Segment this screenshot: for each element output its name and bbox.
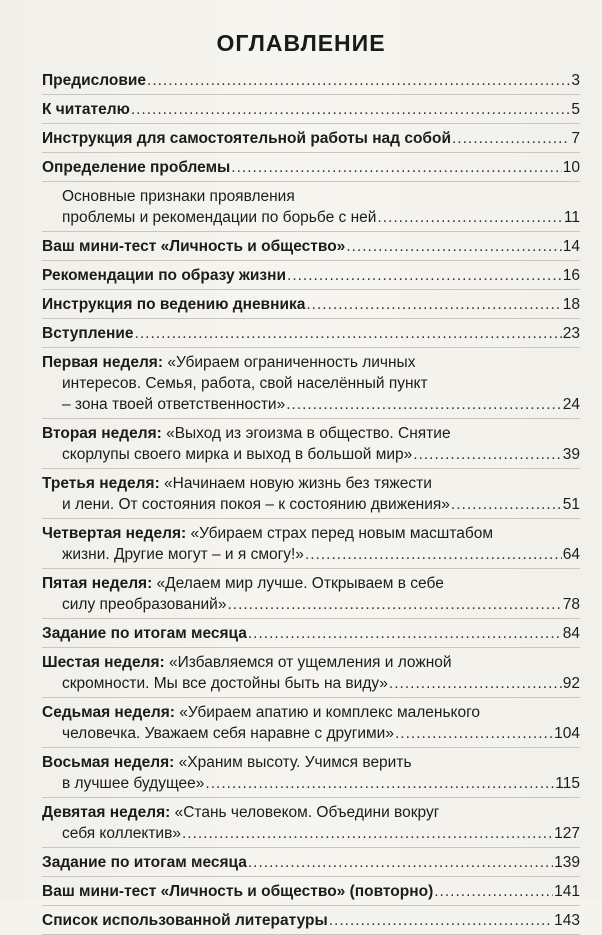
toc-entry-problem-definition[interactable] bbox=[42, 153, 580, 182]
toc-page-number: 7 bbox=[571, 130, 580, 147]
toc-entry-title-line2: в лучшее будущее» bbox=[62, 775, 205, 792]
page-title: ОГЛАВЛЕНИЕ bbox=[216, 30, 386, 56]
toc-page-number: 5 bbox=[571, 101, 580, 118]
toc-entry-title: «Храним высоту. Учимся верить bbox=[174, 754, 412, 771]
toc-entry-week-3[interactable] bbox=[42, 469, 580, 519]
toc-page-number: 139 bbox=[554, 854, 580, 871]
toc-entry-title: Задание по итогам месяца bbox=[42, 854, 247, 871]
toc-page-number: 104 bbox=[554, 725, 580, 742]
toc-entry-introduction[interactable] bbox=[42, 319, 580, 348]
toc-entry-lead: Третья неделя: bbox=[42, 475, 160, 492]
toc-entry-title: «Убираем страх перед новым масштабом bbox=[186, 525, 494, 542]
toc-page-number: 127 bbox=[554, 825, 580, 842]
toc-entry-title: Рекомендации по образу жизни bbox=[42, 267, 287, 284]
toc-page-number: 11 bbox=[563, 209, 580, 226]
toc-entry-week-9[interactable] bbox=[42, 798, 580, 848]
toc-page-number: 24 bbox=[562, 396, 580, 413]
leader-dots bbox=[182, 823, 553, 844]
leader-dots bbox=[135, 323, 562, 344]
toc-entry-title: «Убираем апатию и комплекс маленького bbox=[174, 704, 481, 721]
toc-entry-title-line2: и лени. От состояния покоя – к состоянию движения» bbox=[62, 496, 450, 513]
toc-entry-title: «Делаем мир лучше. Открываем в себе bbox=[152, 575, 444, 592]
toc-page-number: 16 bbox=[562, 267, 580, 284]
toc-entry-mini-test[interactable] bbox=[42, 232, 580, 261]
toc-entry-lead: Шестая неделя: bbox=[42, 654, 165, 671]
toc-entry-title: «Убираем ограниченность личных bbox=[163, 354, 416, 371]
leader-dots bbox=[147, 70, 570, 91]
toc-entry-preface[interactable] bbox=[42, 66, 580, 95]
toc-page-number: 51 bbox=[562, 496, 580, 513]
toc-page-number: 78 bbox=[562, 596, 580, 613]
leader-dots bbox=[131, 99, 571, 120]
toc-entry-week-5[interactable] bbox=[42, 569, 580, 619]
leader-dots bbox=[329, 910, 553, 931]
leader-dots bbox=[346, 236, 561, 257]
toc-entry-title: Ваш мини-тест «Личность и общество» (повторно) bbox=[42, 883, 434, 900]
toc-entry-monthly-task-2[interactable] bbox=[42, 848, 580, 877]
toc-entry-title-line2: себя коллектив» bbox=[62, 825, 181, 842]
toc-entry-lead: Седьмая неделя: bbox=[42, 704, 175, 721]
toc-entry-title-line1: Основные признаки проявления bbox=[62, 188, 295, 205]
toc-entry-title-line2: жизни. Другие могут – и я смогу!» bbox=[62, 546, 304, 563]
table-of-contents bbox=[42, 66, 580, 935]
toc-page-number: 39 bbox=[562, 446, 580, 463]
toc-entry-title: Инструкция для самостоятельной работы над собой bbox=[42, 130, 451, 147]
toc-entry-title: «Выход из эгоизма в общество. Снятие bbox=[161, 425, 451, 442]
toc-page-number: 3 bbox=[571, 72, 580, 89]
leader-dots bbox=[248, 852, 553, 873]
toc-entry-lifestyle-recommendations[interactable] bbox=[42, 261, 580, 290]
leader-dots bbox=[413, 444, 561, 465]
leader-dots bbox=[227, 594, 561, 615]
leader-dots bbox=[286, 394, 562, 415]
leader-dots bbox=[451, 494, 562, 515]
toc-entry-title: Предисловие bbox=[42, 72, 147, 89]
toc-page-number: 84 bbox=[562, 625, 580, 642]
toc-entry-lead: Девятая неделя: bbox=[42, 804, 171, 821]
toc-entry-lead: Четвертая неделя: bbox=[42, 525, 187, 542]
toc-page-number: 14 bbox=[562, 238, 580, 255]
toc-subentry-main-signs[interactable] bbox=[42, 182, 580, 232]
toc-entry-week-6[interactable] bbox=[42, 648, 580, 698]
leader-dots bbox=[305, 544, 562, 565]
toc-entry-title-line2: силу преобразований» bbox=[62, 596, 227, 613]
toc-entry-lead: Первая неделя: bbox=[42, 354, 164, 371]
toc-entry-to-reader[interactable] bbox=[42, 95, 580, 124]
toc-page-number: 23 bbox=[562, 325, 580, 342]
toc-entry-self-work-instruction[interactable] bbox=[42, 124, 580, 153]
leader-dots bbox=[248, 623, 562, 644]
toc-entry-title-line2: проблемы и рекомендации по борьбе с ней bbox=[62, 209, 377, 226]
toc-entry-title: Вступление bbox=[42, 325, 134, 342]
leader-dots bbox=[205, 773, 554, 794]
toc-entry-week-8[interactable] bbox=[42, 748, 580, 798]
toc-page-number: 115 bbox=[555, 775, 580, 792]
toc-entry-title: К читателю bbox=[42, 101, 130, 118]
toc-entry-title: Ваш мини-тест «Личность и общество» bbox=[42, 238, 346, 255]
toc-entry-bibliography[interactable] bbox=[42, 906, 580, 935]
toc-page-number: 141 bbox=[554, 883, 580, 900]
toc-entry-monthly-task-1[interactable] bbox=[42, 619, 580, 648]
leader-dots bbox=[395, 723, 553, 744]
toc-entry-title: «Избавляемся от ущемления и ложной bbox=[164, 654, 452, 671]
leader-dots bbox=[434, 881, 553, 902]
toc-entry-week-2[interactable] bbox=[42, 419, 580, 469]
toc-entry-title: Определение проблемы bbox=[42, 159, 231, 176]
toc-entry-diary-instruction[interactable] bbox=[42, 290, 580, 319]
toc-entry-title: Инструкция по ведению дневника bbox=[42, 296, 306, 313]
toc-entry-title: Список использованной литературы bbox=[42, 912, 328, 929]
toc-page-number: 143 bbox=[554, 912, 580, 929]
toc-page-number: 18 bbox=[562, 296, 580, 313]
toc-entry-title-line2: человечка. Уважаем себя наравне с другими» bbox=[62, 725, 394, 742]
toc-entry-title-line2: скромности. Мы все достойны быть на виду» bbox=[62, 675, 388, 692]
leader-dots bbox=[306, 294, 561, 315]
toc-entry-title-line2: интересов. Семья, работа, свой населённый пункт bbox=[62, 375, 428, 392]
toc-entry-week-7[interactable] bbox=[42, 698, 580, 748]
toc-entry-title: Задание по итогам месяца bbox=[42, 625, 247, 642]
toc-entry-lead: Восьмая неделя: bbox=[42, 754, 175, 771]
toc-entry-title: «Стань человеком. Объедини вокруг bbox=[170, 804, 440, 821]
toc-entry-week-1[interactable] bbox=[42, 348, 580, 419]
leader-dots bbox=[231, 157, 561, 178]
toc-entry-lead: Вторая неделя: bbox=[42, 425, 162, 442]
toc-page-number: 10 bbox=[562, 159, 580, 176]
leader-dots bbox=[452, 128, 570, 149]
toc-page-number: 64 bbox=[562, 546, 580, 563]
leader-dots bbox=[377, 207, 563, 228]
toc-entry-mini-test-repeat[interactable] bbox=[42, 877, 580, 906]
toc-entry-title-line3: – зона твоей ответственности» bbox=[62, 396, 286, 413]
leader-dots bbox=[389, 673, 562, 694]
toc-entry-lead: Пятая неделя: bbox=[42, 575, 153, 592]
toc-entry-title-line2: скорлупы своего мирка и выход в большой мир» bbox=[62, 446, 413, 463]
leader-dots bbox=[287, 265, 562, 286]
toc-page-number: 92 bbox=[562, 675, 580, 692]
toc-entry-title: «Начинаем новую жизнь без тяжести bbox=[159, 475, 432, 492]
toc-entry-week-4[interactable] bbox=[42, 519, 580, 569]
